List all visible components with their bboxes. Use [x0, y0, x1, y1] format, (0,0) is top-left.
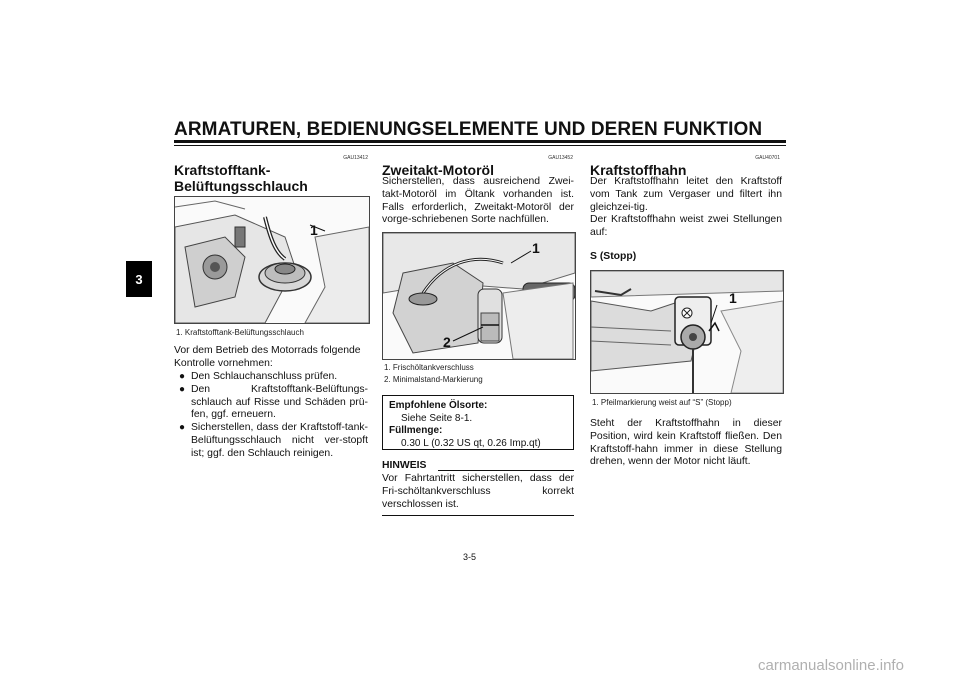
- spec-label-capacity: Füllmenge:: [389, 425, 443, 436]
- spec-box: [382, 395, 574, 450]
- spec-value-capacity: 0.30 L (0.32 US qt, 0.26 Imp.qt): [401, 437, 541, 449]
- note-title: HINWEIS: [382, 460, 427, 471]
- spec-label-oil-type: Empfohlene Ölsorte:: [389, 400, 488, 411]
- section-code: GAU13452: [548, 155, 573, 161]
- callout-number-2: 2: [443, 334, 451, 350]
- section-body: Sicherstellen, dass ausreichend Zwei-takt-Motoröl im Öltank vorhanden ist. Falls erforderlich, Zweitakt-Motoröl der vorge-schriebenen Sorte nachfüllen.: [382, 176, 574, 226]
- section-body-1: Der Kraftstoffhahn leitet den Kraftstoff vom Tank zum Vergaser und filtert ihn gleichzei-tig.: [590, 176, 782, 213]
- section-heading: Zweitakt-Motoröl: [382, 162, 494, 178]
- section-heading-line2: Belüftungsschlauch: [174, 178, 308, 194]
- figure-caption-1: 1. Frischöltankverschluss: [384, 363, 474, 372]
- section-heading-line1: Kraftstofftank-: [174, 162, 271, 178]
- photo-fuel-tank-breather-hose: [174, 196, 370, 324]
- checklist-item: ● Den Kraftstofftank-Belüftungs-schlauch auf Risse und Schäden prü-fen, ggf. erneuern.: [174, 384, 368, 422]
- section-body-2: Der Kraftstoffhahn weist zwei Stellungen auf:: [590, 214, 782, 238]
- page-number: 3-5: [463, 552, 477, 562]
- spec-value-oil-type: Siehe Seite 8-1.: [401, 412, 473, 424]
- figure-caption: 1. Pfeilmarkierung weist auf “S” (Stopp): [592, 398, 732, 407]
- callout-number-1: 1: [310, 222, 318, 238]
- chapter-tab: 3: [126, 261, 152, 297]
- photo-oil-tank: [382, 232, 576, 360]
- callout-number-1: 1: [532, 240, 540, 256]
- checklist-item: ● Den Schlauchanschluss prüfen.: [174, 371, 368, 384]
- figure-caption: 1. Kraftstofftank-Belüftungsschlauch: [176, 328, 304, 337]
- checklist-item: ● Sicherstellen, dass der Kraftstoff-tank-Belüftungsschlauch nicht ver-stopft ist; ggf. den Schlauch reinigen.: [174, 422, 368, 460]
- note-end-rule: [382, 515, 574, 516]
- section-heading: Kraftstoffhahn: [590, 162, 687, 178]
- intro-line-1: Vor dem Betrieb des Motorrads folgende: [174, 345, 361, 356]
- figure-caption-2: 2. Minimalstand-Markierung: [384, 375, 483, 384]
- photo-fuel-cock: [590, 270, 784, 394]
- header-rule: [174, 140, 786, 143]
- page-title: ARMATUREN, BEDIENUNGSELEMENTE UND DEREN FUNKTION: [174, 119, 763, 140]
- note-title-rule: [438, 470, 574, 471]
- checklist: [174, 371, 368, 461]
- header-rule-thin: [174, 145, 786, 146]
- note-body: Vor Fahrtantritt sicherstellen, dass der Fri-schöltankverschluss korrekt verschlossen ist.: [382, 473, 574, 510]
- section-code: GAU13412: [343, 155, 368, 161]
- position-heading: S (Stopp): [590, 251, 637, 262]
- intro-line-2: Kontrolle vornehmen:: [174, 357, 273, 369]
- intro-text: [174, 345, 368, 371]
- section-body-3: Steht der Kraftstoffhahn in dieser Position, wird kein Kraftstoff fließen. Den Kraftstoff-hahn immer in diese Stellung drehen, wenn der Motor nicht läuft.: [590, 418, 782, 468]
- callout-number-1: 1: [729, 290, 737, 306]
- watermark: carmanualsonline.info: [758, 657, 904, 674]
- section-code: GAU40701: [755, 155, 780, 161]
